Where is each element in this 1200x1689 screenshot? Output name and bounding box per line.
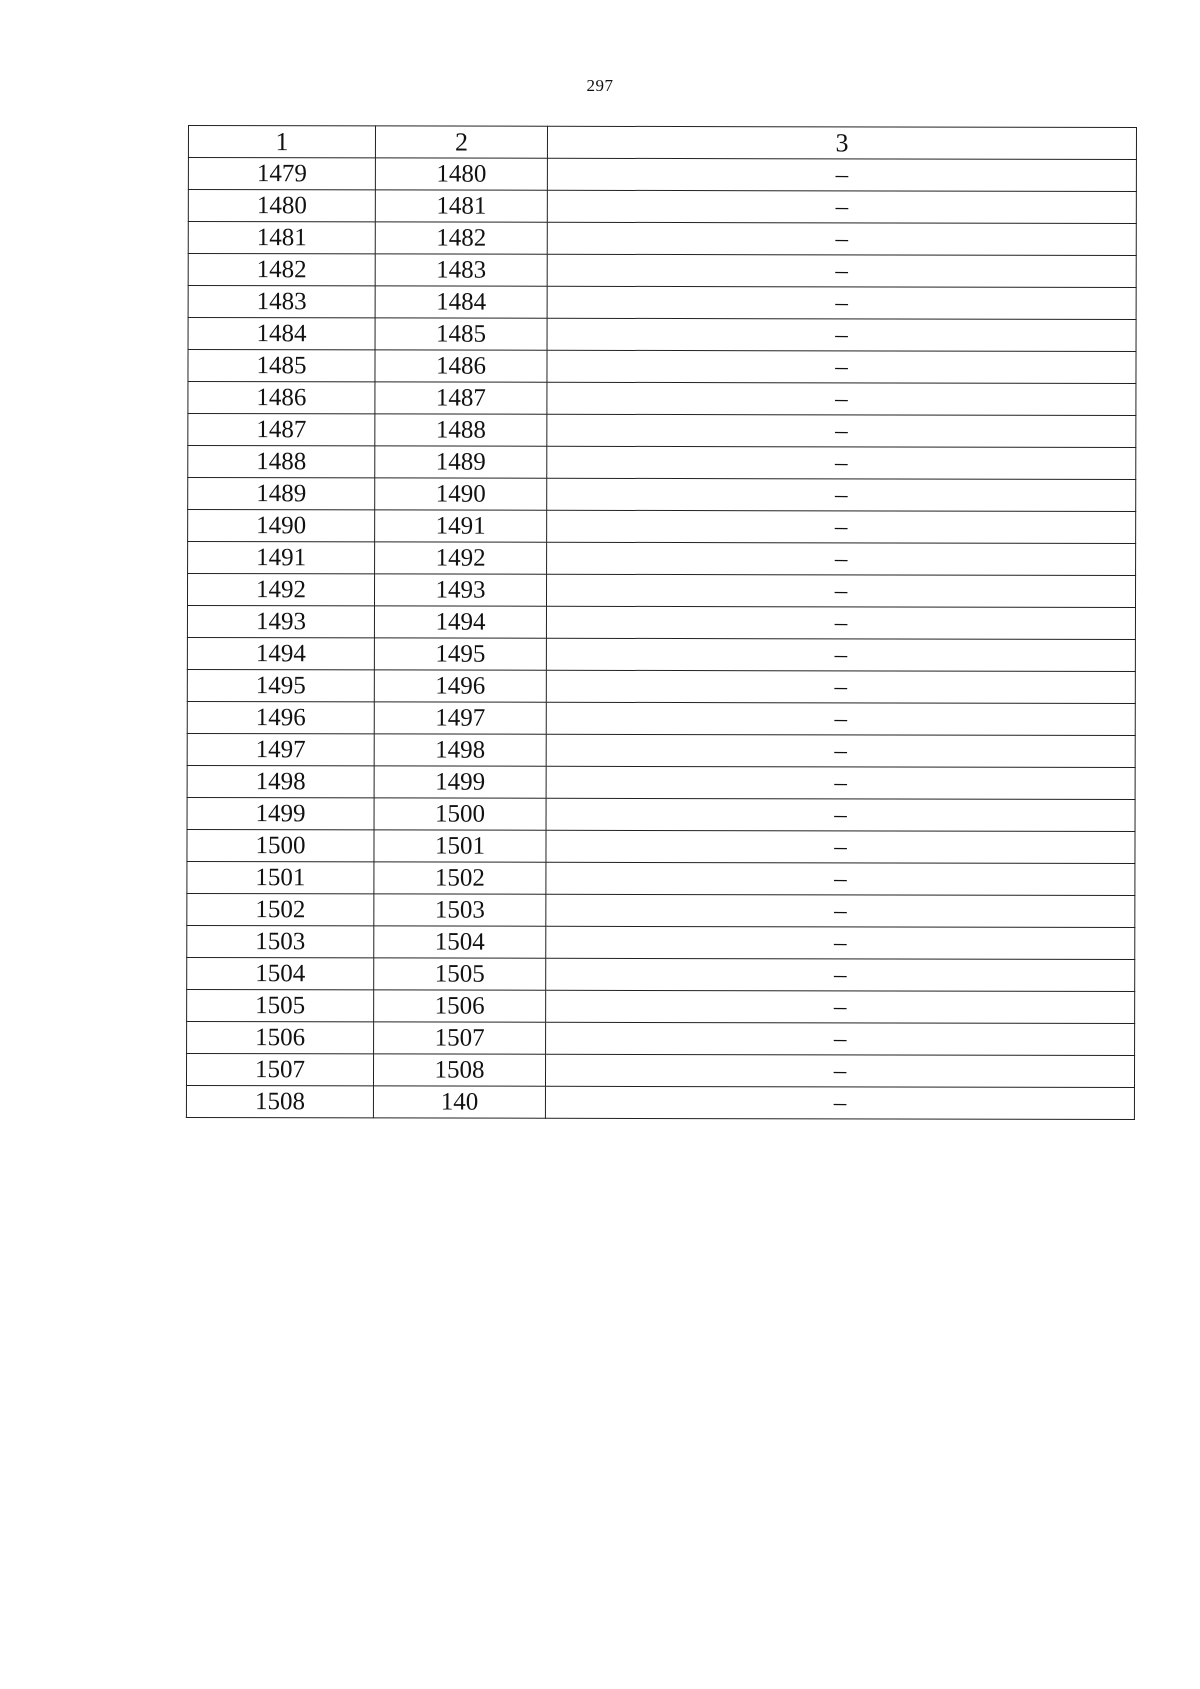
table-cell-col-2: 1490 [375, 478, 547, 510]
table-cell-col-3: – [546, 702, 1135, 735]
table-cell-col-2: 1489 [375, 446, 547, 478]
table-cell-col-2: 1498 [374, 734, 546, 766]
table-row [188, 350, 1136, 384]
table-cell-col-2: 1494 [374, 606, 546, 638]
table-row [186, 1085, 1134, 1119]
table-row [187, 957, 1135, 991]
table-row [187, 861, 1135, 895]
table-cell-col-1: 1489 [188, 478, 375, 510]
column-header-2: 2 [375, 126, 547, 158]
table-cell-col-2: 1501 [374, 830, 546, 862]
table-cell-col-3: – [546, 638, 1135, 671]
table-row [187, 893, 1135, 927]
table-row [186, 1053, 1134, 1087]
table-cell-col-1: 1498 [187, 765, 374, 797]
table-row [187, 989, 1135, 1023]
table-cell-col-2: 1504 [374, 926, 546, 958]
table-cell-col-1: 1495 [187, 669, 374, 701]
table-cell-col-1: 1485 [188, 350, 375, 382]
table-cell-col-1: 1492 [187, 574, 374, 606]
table-row [187, 925, 1135, 959]
table-row [187, 606, 1135, 640]
table-row [188, 510, 1136, 544]
table-cell-col-3: – [547, 542, 1136, 575]
table-cell-col-3: – [547, 158, 1136, 191]
table-row [188, 542, 1136, 576]
table-cell-col-1: 1501 [187, 861, 374, 893]
table-cell-col-3: – [547, 318, 1136, 351]
table-cell-col-3: – [547, 222, 1136, 255]
table-cell-col-2: 1502 [374, 862, 546, 894]
table-cell-col-1: 1506 [187, 1021, 374, 1053]
table-cell-col-1: 1480 [188, 190, 375, 222]
table-cell-col-1: 1490 [188, 510, 375, 542]
table-cell-col-2: 1496 [374, 670, 546, 702]
table-cell-col-2: 1499 [374, 766, 546, 798]
table-cell-col-3: – [546, 766, 1135, 799]
table-row [187, 733, 1135, 767]
table-cell-col-2: 1495 [374, 638, 546, 670]
table-cell-col-3: – [546, 830, 1135, 863]
table-cell-col-1: 1487 [188, 414, 375, 446]
table-cell-col-1: 1502 [187, 893, 374, 925]
table-cell-col-2: 1488 [375, 414, 547, 446]
table-cell-col-2: 1497 [374, 702, 546, 734]
table-row [188, 158, 1136, 192]
table-cell-col-1: 1499 [187, 797, 374, 829]
table-cell-col-2: 1493 [374, 574, 546, 606]
table-cell-col-3: – [546, 670, 1135, 703]
table-cell-col-1: 1507 [186, 1053, 373, 1085]
header-row [188, 126, 1136, 160]
table-cell-col-2: 140 [373, 1086, 545, 1118]
table-cell-col-2: 1484 [375, 286, 547, 318]
table-row [187, 637, 1135, 671]
table-row [187, 669, 1135, 703]
table-row [187, 574, 1135, 608]
data-table [186, 125, 1137, 1120]
table-cell-col-3: – [546, 958, 1135, 991]
table-cell-col-1: 1493 [187, 606, 374, 638]
table-cell-col-3: – [546, 926, 1135, 959]
table-cell-col-2: 1486 [375, 350, 547, 382]
table-cell-col-3: – [546, 862, 1135, 895]
table-row [188, 190, 1136, 224]
table-cell-col-1: 1503 [187, 925, 374, 957]
table-cell-col-1: 1488 [188, 446, 375, 478]
table-row [187, 765, 1135, 799]
table-cell-col-2: 1503 [374, 894, 546, 926]
table-cell-col-3: – [545, 1086, 1134, 1119]
table-cell-col-1: 1494 [187, 637, 374, 669]
table-cell-col-3: – [547, 510, 1136, 543]
table-cell-col-3: – [546, 798, 1135, 831]
table-cell-col-3: – [546, 990, 1135, 1023]
table-cell-col-2: 1480 [375, 158, 547, 190]
column-header-1: 1 [188, 126, 375, 158]
table-cell-col-1: 1481 [188, 222, 375, 254]
table-row [188, 222, 1136, 256]
table-cell-col-3: – [547, 446, 1136, 479]
table-row [187, 797, 1135, 831]
table-cell-col-1: 1504 [187, 957, 374, 989]
table-cell-col-2: 1506 [374, 990, 546, 1022]
table-cell-col-3: – [546, 606, 1135, 639]
table-body [186, 158, 1136, 1120]
table-cell-col-1: 1500 [187, 829, 374, 861]
table-cell-col-1: 1508 [186, 1085, 373, 1117]
table-cell-col-1: 1483 [188, 286, 375, 318]
table-cell-col-3: – [546, 894, 1135, 927]
table-cell-col-2: 1492 [375, 542, 547, 574]
table-cell-col-3: – [547, 190, 1136, 223]
table-cell-col-3: – [545, 1054, 1134, 1087]
table-cell-col-3: – [547, 286, 1136, 319]
table-cell-col-2: 1487 [375, 382, 547, 414]
table-row [187, 1021, 1135, 1055]
table-row [188, 382, 1136, 416]
table-cell-col-3: – [547, 478, 1136, 511]
table-row [187, 701, 1135, 735]
table-cell-col-2: 1500 [374, 798, 546, 830]
table-cell-col-2: 1485 [375, 318, 547, 350]
table-cell-col-2: 1491 [375, 510, 547, 542]
table-row [188, 254, 1136, 288]
table-row [188, 478, 1136, 512]
table-cell-col-2: 1505 [374, 958, 546, 990]
table-cell-col-3: – [547, 254, 1136, 287]
table-cell-col-2: 1482 [375, 222, 547, 254]
table-row [188, 414, 1136, 448]
table-row [187, 829, 1135, 863]
table-cell-col-1: 1496 [187, 701, 374, 733]
table-cell-col-1: 1484 [188, 318, 375, 350]
table-cell-col-3: – [547, 414, 1136, 447]
page-number: 297 [586, 76, 614, 95]
table-cell-col-2: 1507 [374, 1022, 546, 1054]
table-cell-col-1: 1491 [188, 542, 375, 574]
table-cell-col-3: – [547, 350, 1136, 383]
column-header-3: 3 [547, 126, 1136, 159]
table-cell-col-3: – [546, 734, 1135, 767]
table-row [188, 446, 1136, 480]
table-cell-col-2: 1481 [375, 190, 547, 222]
table-cell-col-1: 1482 [188, 254, 375, 286]
table-row [188, 318, 1136, 352]
table-cell-col-1: 1505 [187, 989, 374, 1021]
table-cell-col-1: 1486 [188, 382, 375, 414]
table-header [188, 126, 1136, 160]
table-row [188, 286, 1136, 320]
table-cell-col-1: 1479 [188, 158, 375, 190]
table-cell-col-3: – [546, 574, 1135, 607]
table-cell-col-3: – [547, 382, 1136, 415]
table-cell-col-1: 1497 [187, 733, 374, 765]
table-cell-col-3: – [546, 1022, 1135, 1055]
table-cell-col-2: 1508 [373, 1054, 545, 1086]
table-cell-col-2: 1483 [375, 254, 547, 286]
